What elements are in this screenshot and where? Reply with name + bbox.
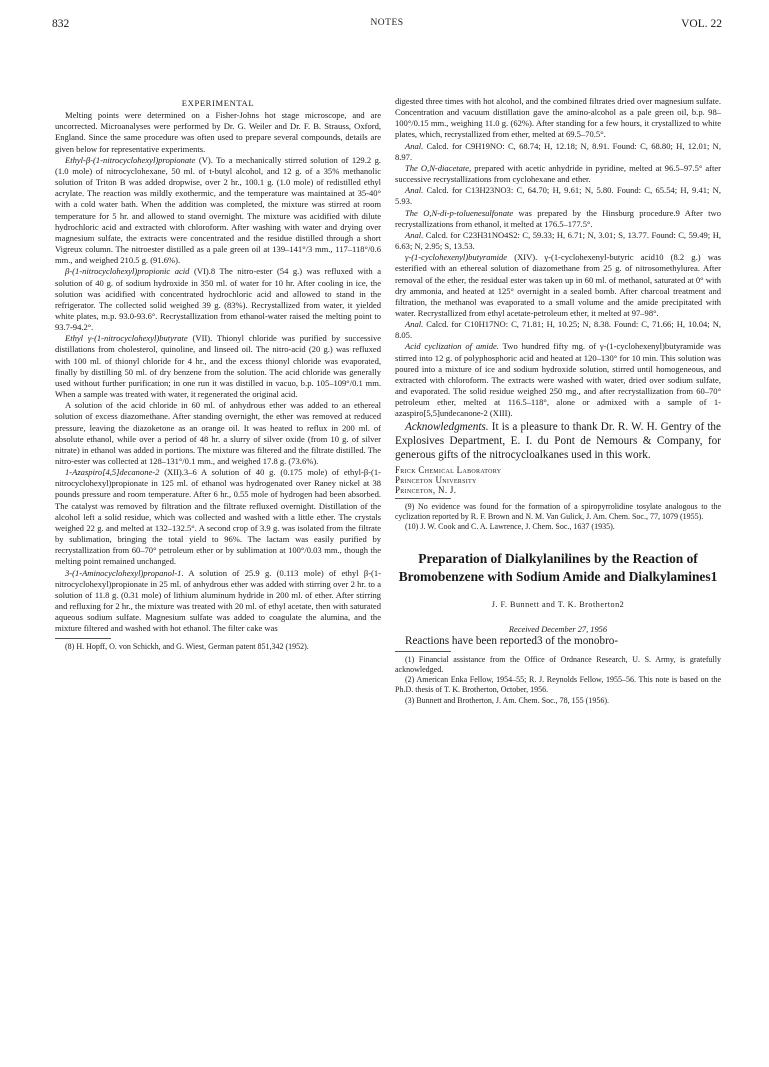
paragraph-compound-xii xyxy=(55,467,381,567)
intro-paragraph: Melting points were determined on a Fisher-Johns hot stage microscope, and are uncorrected. Microanalyses were performed by Dr. G. Weiler and Dr. F. B. Strauss, Oxford, England. Since the same procedure was often used to prepare several compounds, details are given below for representative experiments. xyxy=(55,110,381,154)
article-intro: Reactions have been reported3 of the monobro- xyxy=(405,634,619,647)
compound-name: The O,N-diacetate xyxy=(405,162,470,173)
compound-name: Ethyl γ-(1-nitrocyclohexyl)butyrate xyxy=(65,333,188,344)
paragraph-text: was prepared by the Hinsburg procedure.9 After two recrystallizations from ethanol, it melted at 176.5–177.5°. xyxy=(395,207,722,229)
footnote-divider xyxy=(395,498,451,499)
page-number: 832 xyxy=(52,18,70,30)
analysis-label: Anal. xyxy=(405,229,424,240)
analysis-3 xyxy=(395,230,721,252)
affiliation-university: Princeton University xyxy=(395,474,477,485)
analysis-label: Anal. xyxy=(405,140,424,151)
paragraph-diazoketone: A solution of the acid chloride in 60 ml. of anhydrous ether was added to an ethereal solution of excess diazomethane. After standing overnight, the ether was removed at reduced pressure, leaving the diazoketone as an orange oil. It was heated to reflux in 200 ml. of absolute ethanol, while over a period of 48 hr. a slurry of silver oxide (from 10 g. of silver nitrate) in ethanol was added in portions. The mixture was filtered and the filtrate distilled. The nitro-ester was collected at 128–131°/0.1 mm., and weighed 17.8 g. (73.6%). xyxy=(55,400,381,466)
analysis-2 xyxy=(395,185,721,207)
acknowledgments xyxy=(395,420,721,462)
paragraph-text: (XIV). γ-(1-cyclohexenyl-butyric acid10 (8.2 g.) was esterified with an ethereal solution of diazomethane from 25 g. of nitrosomethylurea. After removal of the ether, the residual ester was taken up in 60 ml. of methanol, saturated at 0° with dry ammonia, and heated at 125° overnight in a sealed bomb. After charcoal treatment and filtration, the methanol was evaporated to a small volume and the amide precipitated with water. Recrystallized from ethyl acetate-petroleum ether, it melted at 97–98°. xyxy=(395,252,721,318)
running-header xyxy=(52,18,722,32)
compound-name: γ-(1-cyclohexenyl)butyramide xyxy=(405,252,508,263)
received-date: Received December 27, 1956 xyxy=(508,624,608,634)
footnote-10: (10) J. W. Cook and C. A. Lawrence, J. Chem. Soc., 1637 (1935). xyxy=(405,522,615,532)
paragraph-text: (VI).8 The nitro-ester (54 g.) was refluxed with a solution of 40 g. of sodium hydroxide in 350 ml. of water for 10 hr. After cooling in ice, the solution was acidified with concentrated hydrochloric acid and allowed to stand in the refrigerator. The collected solid weighed 39 g. (83%). Recrystallized from water, it yielded white plates, m.p. 93.0-93.6°. Recrystallization from ethanol-water raised the melting point to 93.7-94.2°. xyxy=(55,266,381,333)
footnote-9: (9) No evidence was found for the formation of a spiropyrrolidine tosylate analogous to the cyclization reported by R. F. Brown and N. M. Van Gulick, J. Am. Chem. Soc., 77, 1079 (1955). xyxy=(395,501,721,522)
footnote-8: (8) H. Hopff, O. von Schickh, and G. Wiest, German patent 851,342 (1952). xyxy=(65,641,309,651)
paragraph-text: (VII). Thionyl chloride was purified by successive distillations from cholesterol, quinoline, and linseed oil. The nitro-acid (20 g.) was refluxed with 100 ml. of thionyl chloride for 4 hr., and the excess thionyl chloride was evaporated, finally by distilling 50 ml. of dry benzene from the solution. The acid chloride was generally used without further purification; in one run it was distilled in vacuo, b.p. 105–109°/0.1 mm. When a sample was treated with water, it regenerated the original acid. xyxy=(55,333,382,400)
affiliation-city: Princeton, N. J. xyxy=(395,484,457,495)
paragraph-text: . A solution of 25.9 g. (0.113 mole) of ethyl β-(1-nitrocyclohexyl)propionate in 25 ml. of anhydrous ether was added with stirring over 2 hr. to a solution of 11.8 g. (0.31 mole) of lithium aluminum hydride in 200 ml. of ether. After stirring and refluxing for 2 hr., the mixture was treated with 20 ml. of ethyl acetate, then with saturated aqueous sodium sulfate. Magnesium sulfate was added to coagulate the alumina, and the mixture filtered and washed with hot ethanol. The filter cake was xyxy=(55,567,381,634)
right-column xyxy=(395,96,721,706)
compound-name: Acid cyclization of amide. xyxy=(405,341,499,352)
paragraph-cyclization xyxy=(395,341,721,419)
paragraph-text: Two hundred fifty mg. of γ-(1-cyclohexenyl)butyramide was stirred into 12 g. of polyphosphoric acid and heated at 120–130° for 10 min. This solution was poured into a mixture of ice and sodium hydroxide solution, stirred until homogeneous, and extracted with chloroform. The extracts were washed with water, dried over sodium sulfate, and evaporated. The solid residue weighed 250 mg., and after recrystallization from 60–70° petroleum ether, melted at 116.5–118°, alone or admixed with a sample of 1-azaspiro[5,5]undecanone-2 (XIII). xyxy=(395,341,721,419)
section-title: NOTES xyxy=(370,18,404,28)
paragraph-text: (V). To a mechanically stirred solution of 129.2 g. (1.0 mole) of nitrocyclohexane, 50 ml. of t-butyl alcohol, and 12 g. of a 35% methanolic solution of Triton B was added dropwise, over 2 hr., 100.1 g. (1.0 mole) of redistilled ethyl acrylate. The reaction was mildly exothermic, and the temperature was maintained at 35-40° with a cold water bath. When the addition was completed, the mixture was stirred at room temperature for 5 hr. and allowed to stand overnight. The mixture was acidified with dilute hydrochloric acid and extracted with chloroform. After washing with water and drying over magnesium sulfate, the extracts were concentrated and the residue distilled through a short Vigreux column. The nitroester distilled as a pale green oil at 139–141°/3 mm., 117–118°/0.6 mm., and weighed 210.5 g. (91.6%). xyxy=(55,154,381,266)
paragraph-toluenesulfonate xyxy=(395,208,721,230)
affiliation xyxy=(395,465,721,495)
volume-label: VOL. 22 xyxy=(681,18,722,30)
article-authors: J. F. Bunnett and T. K. Brotherton2 xyxy=(491,600,625,610)
analysis-label: Anal. xyxy=(405,319,424,330)
analysis-4 xyxy=(395,319,721,341)
paragraph-text: , prepared with acetic anhydride in pyridine, melted at 96.5–97.5° after successive recrystallizations from cyclohexane and ether. xyxy=(395,162,721,185)
paragraph-compound-xiv xyxy=(395,252,721,319)
compound-name: 1-Azaspiro[4,5]decanone-2 xyxy=(65,467,160,478)
footnote-1: (1) Financial assistance from the Office of Ordnance Research, U. S. Army, is gratefully acknowledged. xyxy=(395,654,721,674)
paragraph-compound-vii xyxy=(55,333,381,400)
footnote-divider xyxy=(395,651,451,652)
footnote-3: (3) Bunnett and Brotherton, J. Am. Chem. Soc., 78, 155 (1956). xyxy=(405,695,609,705)
compound-name: Ethyl-β-(1-nitrocyclohexyl)propionate xyxy=(65,154,196,165)
compound-name: 3-(1-Aminocyclohexyl)propanol-1 xyxy=(65,567,182,578)
left-column xyxy=(55,98,381,652)
paragraph-aminopropanol xyxy=(55,568,381,635)
ack-label: Acknowledgments. xyxy=(405,420,489,433)
analysis-text: Calcd. for C9H19NO: C, 68.74; H, 12.18; N, 8.91. Found: C, 68.80; H, 12.01; N, 8.97. xyxy=(395,140,721,162)
article-title: Preparation of Dialkylanilines by the Reaction of Bromobenzene with Sodium Amide and Dialkylamines1 xyxy=(398,551,718,584)
analysis-text: Calcd. for C13H23NO3: C, 64.70; H, 9.61; N, 5.80. Found: C, 65.54; H, 9.41; N, 5.93. xyxy=(395,185,721,207)
affiliation-lab: Frick Chemical Laboratory xyxy=(395,464,502,475)
analysis-text: Calcd. for C10H17NO: C, 71.81; H, 10.25; N, 8.38. Found: C, 71.66; H, 10.04; N, 8.05. xyxy=(395,319,721,341)
analysis-label: Anal. xyxy=(405,185,424,196)
analysis-text: Calcd. for C23H31NO4S2: C, 59.33; H, 6.71; N, 3.01; S, 13.77. Found: C, 59.49; H, 6.63; N, 2.95; S, 13.53. xyxy=(395,229,721,252)
paragraph-compound-v xyxy=(55,155,381,267)
footnote-divider xyxy=(55,638,111,639)
compound-name: β-(1-nitrocyclohexyl)propionic acid xyxy=(65,266,190,277)
analysis-1 xyxy=(395,141,721,163)
experimental-heading: EXPERIMENTAL xyxy=(181,98,255,108)
ack-text: It is a pleasure to thank Dr. R. W. H. Gentry of the Explosives Department, E. I. du Pont de Nemours & Company, for generous gifts of the nitrocycloalkanes used in this work. xyxy=(395,420,721,461)
compound-name: The O,N-di-p-toluenesulfonate xyxy=(405,207,514,218)
paragraph-compound-vi xyxy=(55,266,381,333)
paragraph-text: (XII).3–6 A solution of 40 g. (0.175 mole) of ethyl-β-(1-nitrocyclohexyl)propionate in 125 ml. of ethanol was hydrogenated over Raney nickel at 38 pounds pressure and room temperature. After 6 hr., 0.55 mole of hydrogen had been absorbed. The catalyst was removed by filtration and the filtrate refluxed overnight. Distillation of the alcohol left a solid residue, which was collected and washed with a little ether. The crystals weighed 22 g. and melted at 132–132.5°. A second crop of 3.9 g. was isolated from the filtrate by sublimation, bringing the total yield to 96%. The lactam was easily purified by recrystallization from 60–70° petroleum ether or by sublimation at 100°/0.03 mm., though the melting point remained unchanged. xyxy=(55,467,381,567)
paragraph-diacetate xyxy=(395,163,721,185)
footnote-2: (2) American Enka Fellow, 1954–55; R. J. Reynolds Fellow, 1955–56. This note is based on the Ph.D. thesis of T. K. Brotherton, October, 1956. xyxy=(395,675,721,695)
paragraph-continued: digested three times with hot alcohol, and the combined filtrates dried over magnesium sulfate. Concentration and vacuum distillation gave the amino-alcohol as a pale green oil, b.p. 98–100°/0.15 mm., weighing 11.0 g. (62%). After standing for a few hours, it crystallized to white plates, which, recrystallized from ether, melted at 69.5–70.5°. xyxy=(395,96,721,140)
